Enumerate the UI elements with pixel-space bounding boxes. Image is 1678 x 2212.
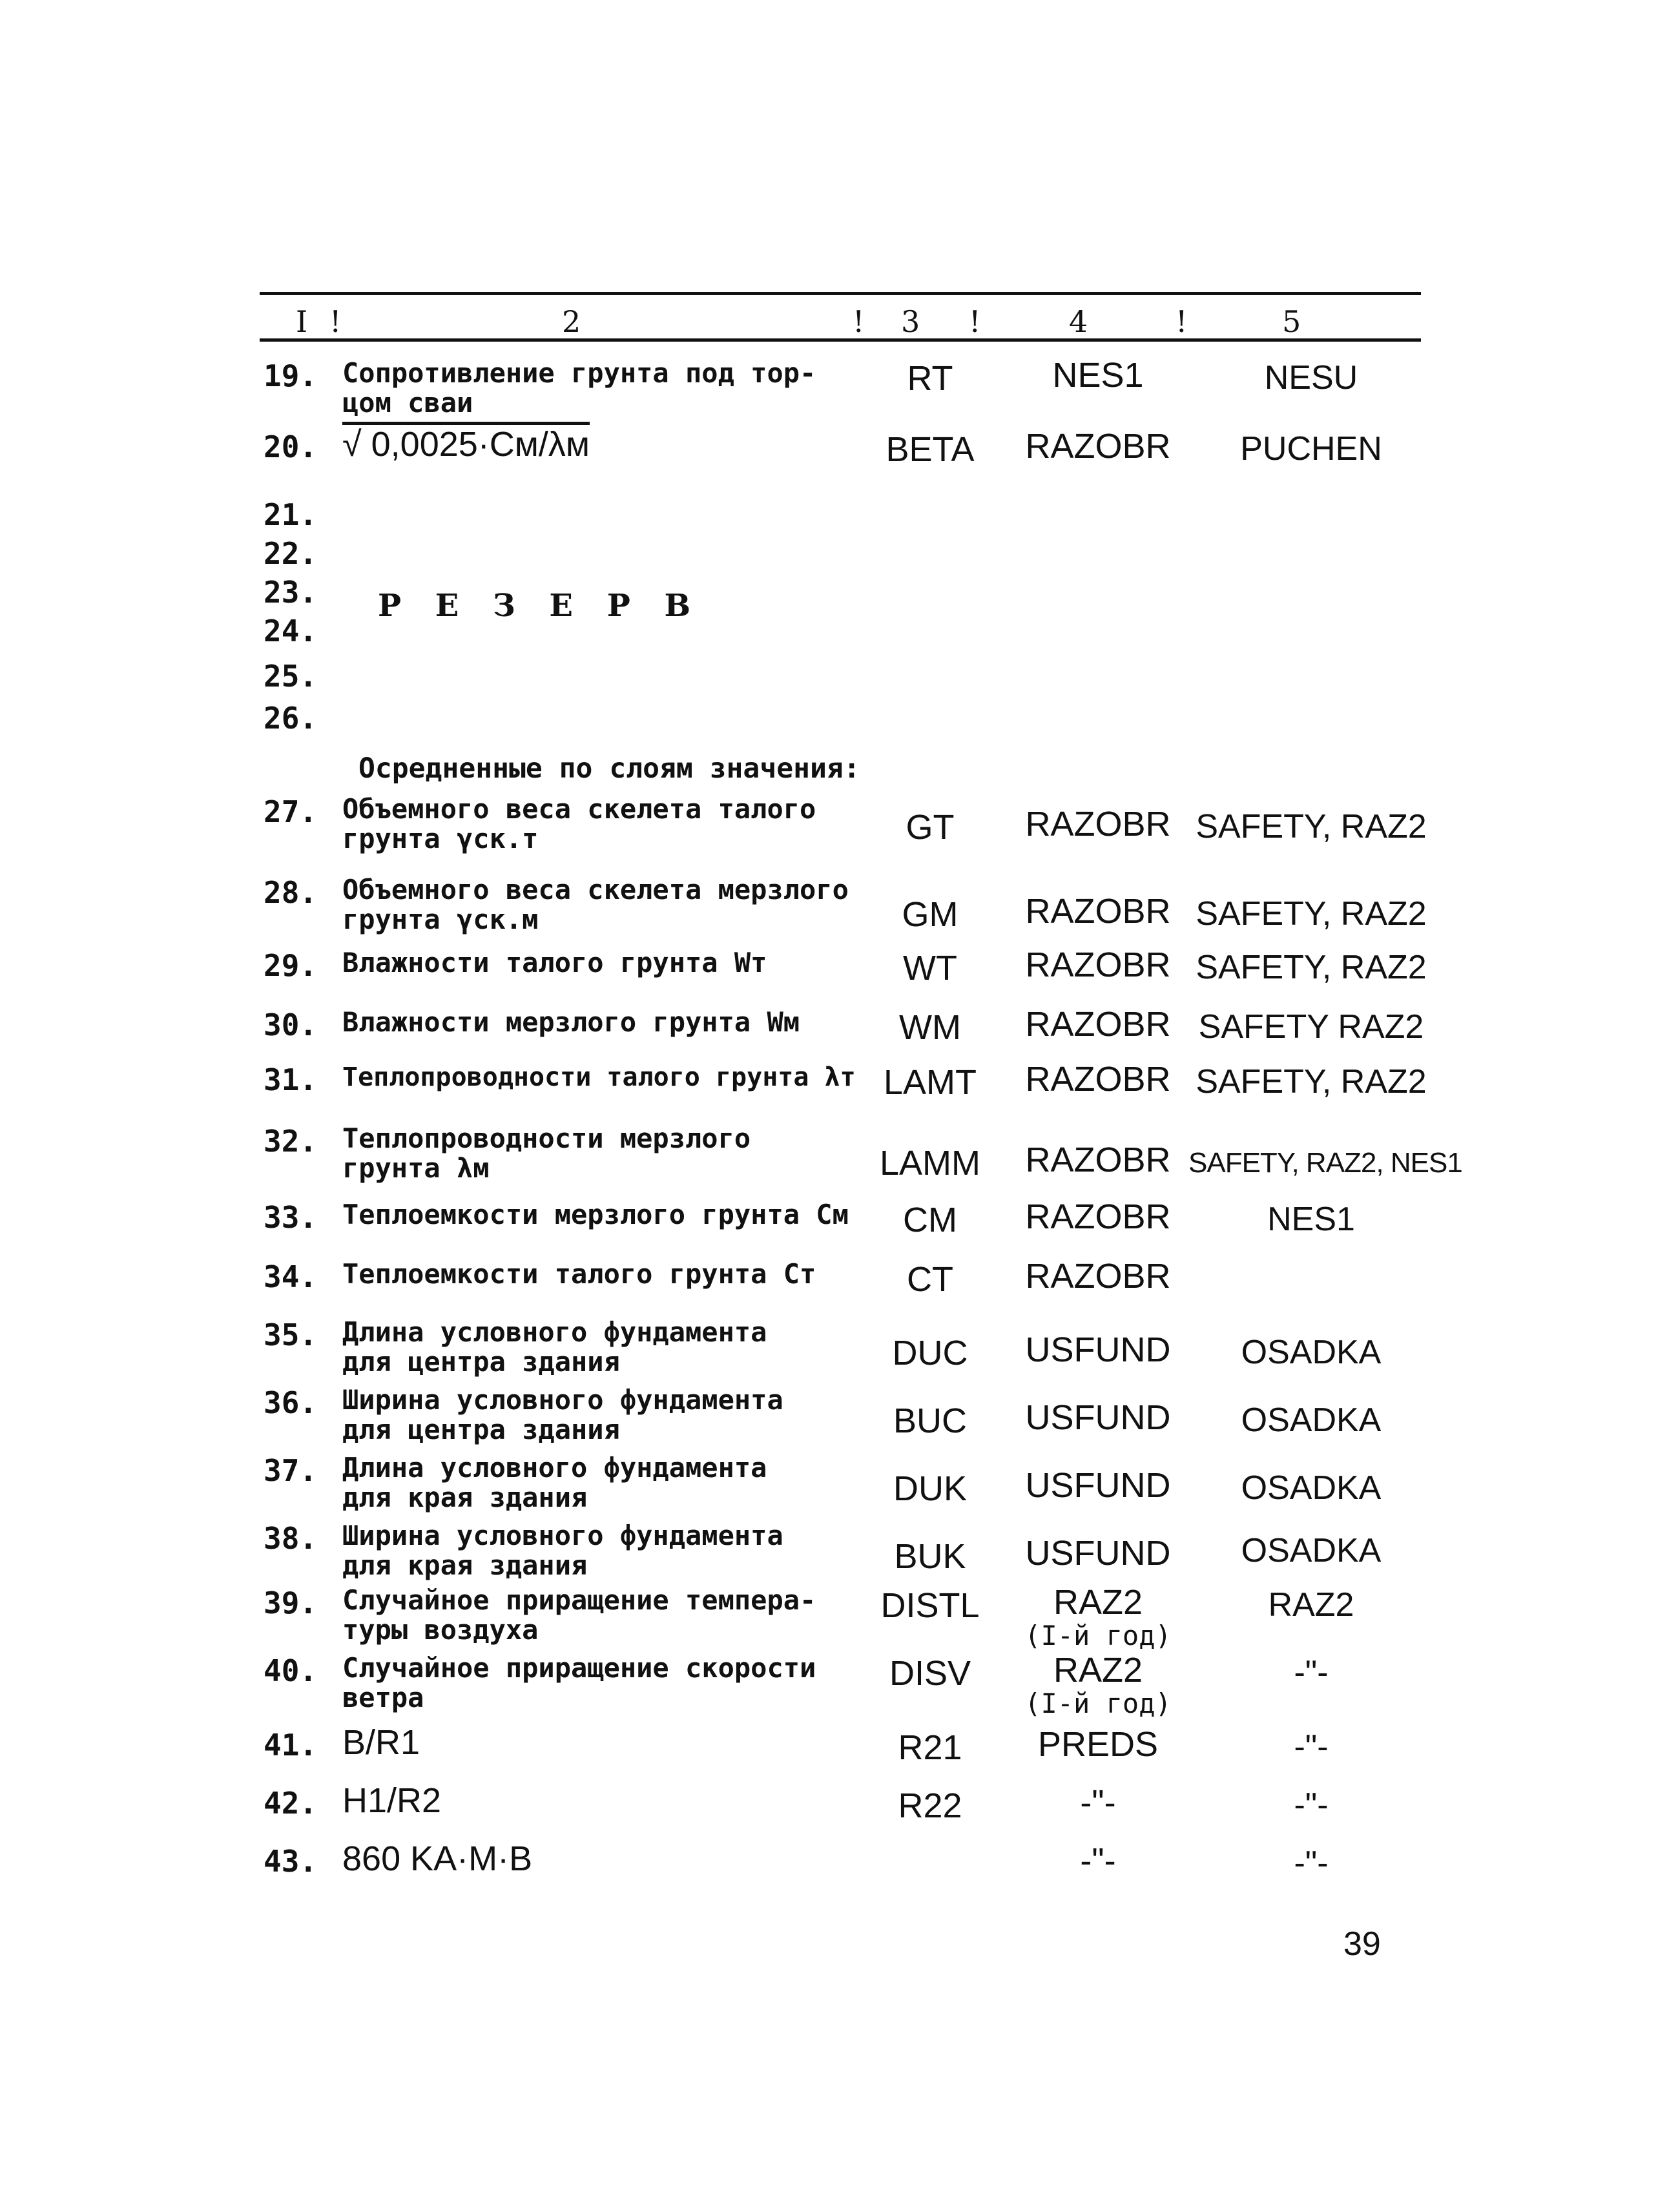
row-number: 43.: [264, 1844, 318, 1879]
row-number: 22.: [264, 536, 318, 571]
row-identifier: R21: [898, 1728, 962, 1767]
row-description: B/R1: [342, 1723, 420, 1762]
calc-module-note: (I-й год): [1024, 1620, 1172, 1651]
row-number: 41.: [264, 1728, 318, 1762]
row-calc-module: [995, 1653, 1201, 1721]
row-calc-module: -"-: [1080, 1841, 1116, 1880]
header-col3: 3: [901, 304, 920, 339]
row-calc-module: RAZOBR: [1025, 1060, 1171, 1099]
row-calc-module: RAZOBR: [1025, 946, 1171, 984]
reserve-label: Р Е З Е Р В: [378, 588, 703, 624]
row-use-module: -"-: [1294, 1845, 1329, 1882]
header-col4: 4: [1069, 304, 1088, 339]
row-description: Ширина условного фундамента для центра здания: [342, 1384, 783, 1445]
header-sep4: !: [1176, 304, 1188, 339]
row-calc-module: USFUND: [1025, 1466, 1171, 1505]
row-calc-module: RAZOBR: [1025, 805, 1171, 843]
row-number: 25.: [264, 659, 318, 694]
row-use-module: PUCHEN: [1240, 430, 1382, 468]
row-identifier: WT: [903, 949, 957, 987]
row-use-module: SAFETY, RAZ2: [1196, 895, 1427, 933]
row-number: 37.: [264, 1453, 318, 1488]
row-identifier: WM: [899, 1008, 961, 1047]
row-calc-module: NES1: [1052, 356, 1144, 395]
row-description: Объемного веса скелета мерзлого грунта γск.м: [342, 874, 849, 935]
row-identifier: R22: [898, 1786, 962, 1825]
row-description: Теплопроводности талого грунта λт: [342, 1062, 856, 1092]
header-col1: I: [296, 304, 308, 339]
row-number: 28.: [264, 875, 318, 910]
row-description: Ширина условного фундамента для края здания: [342, 1520, 783, 1581]
row-identifier: RT: [907, 359, 953, 398]
row-number: 40.: [264, 1653, 318, 1688]
row-identifier: DUK: [893, 1469, 967, 1508]
row-number: 20.: [264, 429, 318, 464]
row-use-module: OSADKA: [1241, 1401, 1382, 1439]
row-use-module: SAFETY, RAZ2, NES1: [1188, 1147, 1462, 1179]
row-number: 42.: [264, 1786, 318, 1821]
row-identifier: BUK: [894, 1537, 966, 1576]
row-use-module: SAFETY, RAZ2: [1196, 808, 1427, 845]
row-description: H1/R2: [342, 1781, 442, 1820]
row-description: 860 KA·M·B: [342, 1839, 533, 1878]
row-use-module: SAFETY, RAZ2: [1196, 1063, 1427, 1101]
row-description: Сопротивление грунта под тор- цом сваи: [342, 357, 816, 419]
row-use-module: -"-: [1294, 1786, 1329, 1824]
row-description: Случайное приращение темпера- туры воздуха: [342, 1584, 816, 1646]
row-description: Длина условного фундамента для края здания: [342, 1452, 767, 1513]
row-calc-module: RAZOBR: [1025, 1005, 1171, 1044]
header-sep2: !: [853, 304, 865, 339]
row-description: Влажности талого грунта Wт: [342, 947, 767, 978]
row-calc-module: RAZOBR: [1025, 427, 1171, 466]
row-number: 29.: [264, 948, 318, 983]
row-number: 34.: [264, 1259, 318, 1294]
row-description: Влажности мерзлого грунта Wм: [342, 1006, 800, 1038]
row-identifier: DISV: [889, 1654, 971, 1693]
header-col2: 2: [562, 304, 581, 339]
row-identifier: LAMT: [883, 1063, 977, 1102]
row-number: 30.: [264, 1008, 318, 1042]
header-bottom-rule: [260, 338, 1421, 342]
header-sep3: !: [969, 304, 981, 339]
row-number: 35.: [264, 1318, 318, 1352]
row-calc-module: [995, 1583, 1201, 1653]
row-use-module: RAZ2: [1268, 1586, 1354, 1624]
row-number: 33.: [264, 1200, 318, 1235]
row-calc-module: PREDS: [1037, 1725, 1159, 1764]
row-identifier: GT: [906, 808, 955, 847]
row-number: 32.: [264, 1124, 318, 1159]
calc-module-name: RAZ2: [1053, 1583, 1143, 1622]
row-calc-module: RAZOBR: [1025, 892, 1171, 931]
row-number: 23.: [264, 575, 318, 610]
calc-module-name: RAZ2: [1053, 1651, 1143, 1690]
row-identifier: BUC: [893, 1401, 967, 1440]
row-identifier: CM: [903, 1201, 957, 1239]
row-calc-module: USFUND: [1025, 1330, 1171, 1369]
row-number: 38.: [264, 1521, 318, 1556]
row-formula: √ 0,0025·Cм/λм: [342, 425, 590, 464]
row-identifier: LAMM: [879, 1144, 980, 1183]
calc-module-note: (I-й год): [1024, 1688, 1172, 1719]
row-use-module: NESU: [1264, 359, 1358, 397]
row-use-module: OSADKA: [1241, 1532, 1382, 1569]
row-number: 21.: [264, 497, 318, 532]
header-col5: 5: [1282, 304, 1301, 339]
row-use-module: -"-: [1294, 1654, 1329, 1691]
row-description: Случайное приращение скорости ветра: [342, 1652, 816, 1713]
row-description: Теплоемкости талого грунта Cт: [342, 1258, 816, 1290]
row-number: 19.: [264, 358, 318, 393]
header-top-rule: [260, 292, 1421, 295]
row-number: 26.: [264, 701, 318, 736]
row-description: Теплопроводности мерзлого грунта λм: [342, 1122, 751, 1184]
row-identifier: BETA: [886, 430, 975, 469]
row-use-module: SAFETY, RAZ2: [1196, 949, 1427, 986]
row-description: Теплоемкости мерзлого грунта Cм: [342, 1199, 849, 1230]
row-number: 24.: [264, 614, 318, 648]
row-description: Объемного веса скелета талого грунта γск.т: [342, 793, 816, 854]
row-identifier: GM: [902, 895, 958, 934]
row-use-module: NES1: [1267, 1201, 1355, 1238]
row-identifier: DUC: [892, 1334, 968, 1372]
section-heading: Осредненные по слоям значения:: [358, 752, 860, 785]
row-identifier: CT: [907, 1260, 953, 1299]
row-calc-module: RAZOBR: [1025, 1141, 1171, 1179]
row-calc-module: RAZOBR: [1025, 1257, 1171, 1296]
row-description: Длина условного фундамента для центра здания: [342, 1316, 767, 1378]
row-calc-module: USFUND: [1025, 1398, 1171, 1437]
row-use-module: OSADKA: [1241, 1334, 1382, 1371]
row-use-module: SAFETY RAZ2: [1198, 1008, 1424, 1046]
row-calc-module: -"-: [1080, 1783, 1116, 1822]
page-number: 39: [1343, 1925, 1381, 1963]
row-calc-module: USFUND: [1025, 1534, 1171, 1573]
row-number: 31.: [264, 1062, 318, 1097]
row-number: 27.: [264, 794, 318, 829]
header-sep1: !: [329, 304, 342, 339]
row-use-module: -"-: [1294, 1728, 1329, 1766]
row-number: 36.: [264, 1385, 318, 1420]
row-use-module: OSADKA: [1241, 1469, 1382, 1507]
row-number: 39.: [264, 1586, 318, 1620]
row-identifier: DISTL: [880, 1586, 980, 1625]
row-calc-module: RAZOBR: [1025, 1197, 1171, 1236]
